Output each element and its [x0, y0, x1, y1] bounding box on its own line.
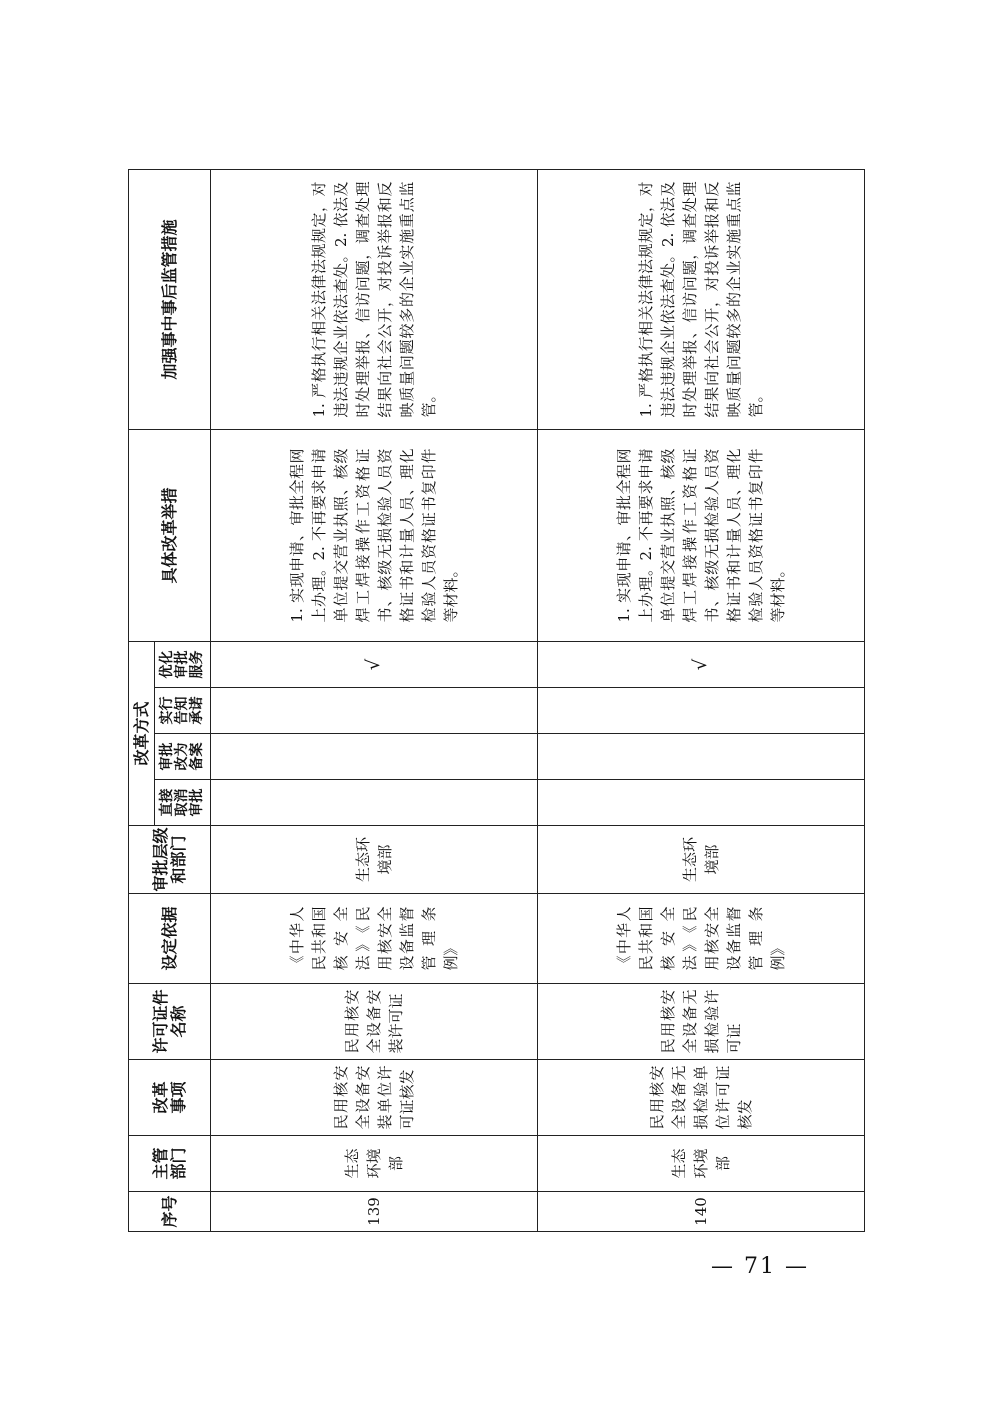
table-row	[538, 169, 865, 1231]
check-mark-icon: √	[690, 658, 711, 671]
header-reform-group: 改革方式	[129, 641, 155, 825]
cell-level: 生态环境部	[538, 826, 865, 894]
cell-item: 民用核安全设备安装单位许可证核发	[211, 1060, 538, 1136]
header-basis: 设定依据	[129, 894, 211, 984]
cell-item: 民用核安全设备无损检验单位许可证核发	[538, 1060, 865, 1136]
header-supervision: 加强事中事后监管措施	[129, 169, 211, 429]
page-number: — 71 —	[711, 1254, 809, 1279]
cell-supervision: 1. 严格执行相关法律法规规定，对违法违规企业依法查处。2. 依法及时处理举报、信访问题，调查处理结果向社会公开，对投诉举报和反映质量问题较多的企业实施重点监管。	[211, 169, 538, 429]
cell-license: 民用核安全设备无损检验许可证	[538, 984, 865, 1060]
cell-supervision: 1. 严格执行相关法律法规规定，对违法违规企业依法查处。2. 依法及时处理举报、信访问题，调查处理结果向社会公开，对投诉举报和反映质量问题较多的企业实施重点监管。	[538, 169, 865, 429]
cell-notify	[538, 688, 865, 734]
header-item: 改革 事项	[129, 1060, 211, 1136]
cell-dept: 生态环境部	[538, 1136, 865, 1192]
check-mark-icon: √	[363, 658, 384, 671]
cell-filing	[211, 734, 538, 780]
cell-seq: 139	[211, 1192, 538, 1232]
table-row	[211, 169, 538, 1231]
cell-basis: 《中华人民共和国核安全法》《民用核安全设备监督管理条例》	[538, 894, 865, 984]
rotated-table-container	[128, 170, 864, 1232]
header-dept: 主管 部门	[129, 1136, 211, 1192]
reform-table	[128, 169, 865, 1232]
cell-level: 生态环境部	[211, 826, 538, 894]
cell-seq: 140	[538, 1192, 865, 1232]
header-optimize: 优化 审批 服务	[155, 641, 211, 687]
cell-optimize	[211, 641, 538, 687]
header-level: 审批层级 和部门	[129, 826, 211, 894]
cell-measures: 1. 实现申请、审批全程网上办理。2. 不再要求申请单位提交营业执照、核级焊工焊接操作工资格证书、核级无损检验人员资格证书和计量人员、理化检验人员资格证书复印件等材料。	[538, 429, 865, 641]
header-cancel: 直接 取消 审批	[155, 780, 211, 826]
cell-cancel	[211, 780, 538, 826]
header-row-1	[129, 169, 155, 1231]
cell-dept: 生态环境部	[211, 1136, 538, 1192]
header-measures: 具体改革举措	[129, 429, 211, 641]
cell-measures: 1. 实现申请、审批全程网上办理。2. 不再要求申请单位提交营业执照、核级焊工焊接操作工资格证书、核级无损检验人员资格证书和计量人员、理化检验人员资格证书复印件等材料。	[211, 429, 538, 641]
header-license: 许可证件 名称	[129, 984, 211, 1060]
cell-filing	[538, 734, 865, 780]
header-notify: 实行 告知 承诺	[155, 688, 211, 734]
cell-optimize	[538, 641, 865, 687]
header-seq: 序号	[129, 1192, 211, 1232]
cell-cancel	[538, 780, 865, 826]
cell-license: 民用核安全设备安装许可证	[211, 984, 538, 1060]
cell-basis: 《中华人民共和国核安全法》《民用核安全设备监督管理条例》	[211, 894, 538, 984]
header-filing: 审批 改为 备案	[155, 734, 211, 780]
cell-notify	[211, 688, 538, 734]
